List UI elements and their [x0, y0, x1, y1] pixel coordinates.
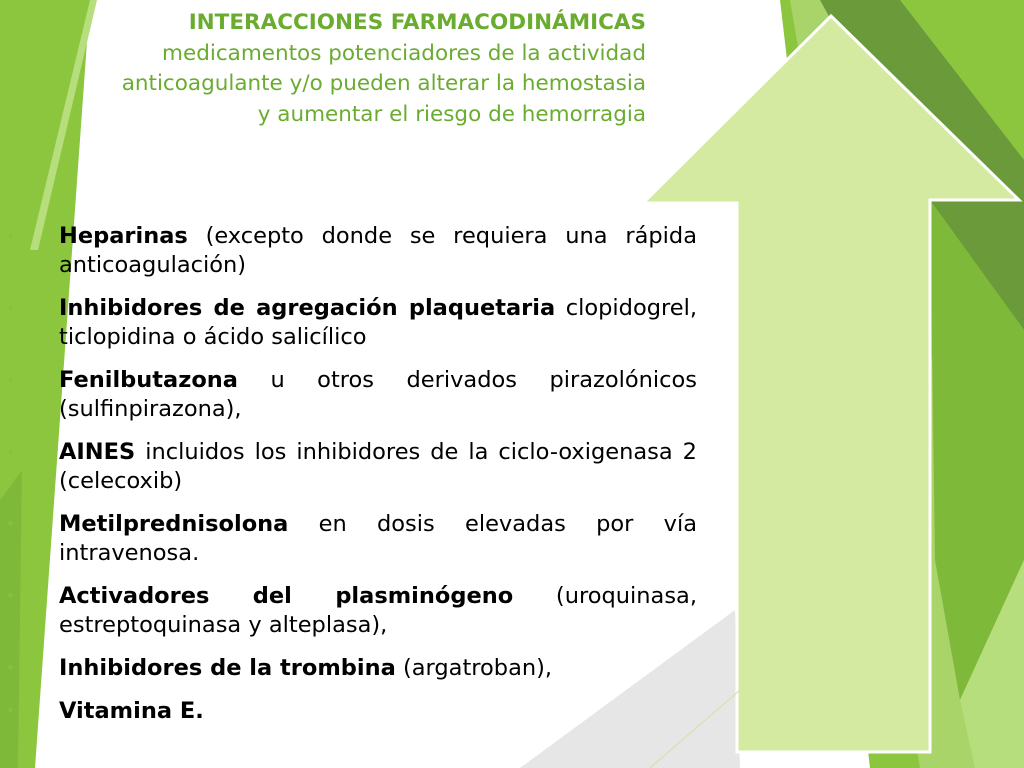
bullet-dot-icon: •	[6, 443, 15, 461]
bullet-description: (excepto donde se requiera una rápida anticoagulación)	[59, 223, 697, 278]
bullet-description: clopidogrel, ticlopidina o ácido salicílico	[59, 295, 697, 350]
slide-title: INTERACCIONES FARMACODINÁMICAS	[188, 10, 646, 35]
bullet-item	[0, 438, 697, 496]
bullet-term: Vitamina E.	[59, 698, 204, 724]
bullet-item	[0, 366, 697, 424]
bullet-description: u otros derivados pirazolónicos (sulfinpirazona),	[59, 367, 697, 422]
bullet-item	[0, 582, 697, 640]
bullet-description: (uroquinasa, estreptoquinasa y alteplasa),	[59, 583, 697, 638]
bullet-term: AINES	[59, 439, 136, 465]
bullet-dot-icon: •	[6, 371, 15, 389]
bullet-dot-icon: •	[6, 515, 15, 533]
slide-subtitle: medicamentos potenciadores de la actividad anticoagulante y/o pueden alterar la hemostasia y aumentar el riesgo de hemorragia	[121, 40, 646, 127]
bullet-term: Metilprednisolona	[59, 511, 289, 537]
bullet-dot-icon: •	[6, 702, 15, 720]
slide-title-block	[110, 8, 646, 130]
bullet-term: Fenilbutazona	[59, 367, 238, 393]
bullet-description: incluidos los inhibidores de la ciclo-oxigenasa 2 (celecoxib)	[59, 439, 697, 494]
bullet-description: en dosis elevadas por vía intravenosa.	[59, 511, 697, 566]
bullet-item	[0, 697, 697, 726]
bullet-dot-icon: •	[6, 587, 15, 605]
bullet-term: Inhibidores de agregación plaquetaria	[59, 295, 556, 321]
bullet-term: Inhibidores de la trombina	[59, 655, 396, 681]
bullet-item	[0, 294, 697, 352]
bullet-item	[0, 510, 697, 568]
bullet-dot-icon: •	[6, 227, 15, 245]
bullet-description: (argatroban),	[395, 655, 553, 681]
bullet-term: Heparinas	[59, 223, 188, 249]
bullet-list	[0, 222, 700, 740]
bullet-dot-icon: •	[6, 659, 15, 677]
bullet-dot-icon: •	[6, 299, 15, 317]
bullet-item	[0, 222, 697, 280]
bullet-term: Activadores del plasminógeno	[59, 583, 514, 609]
bullet-item	[0, 654, 697, 683]
